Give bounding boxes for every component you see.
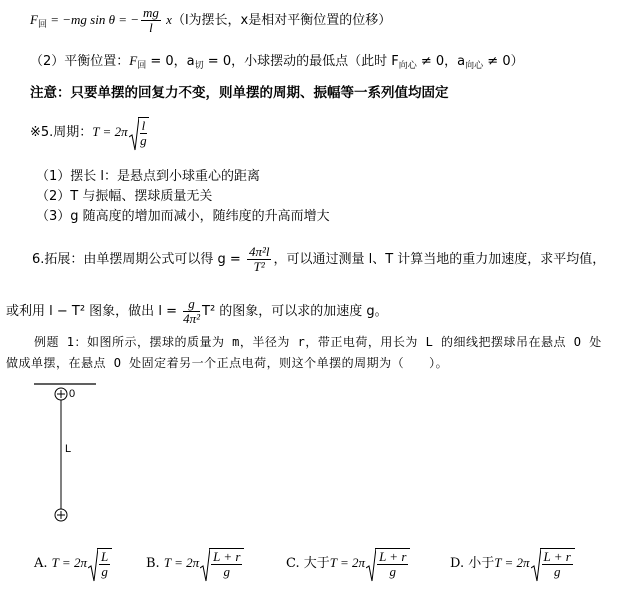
note-line: 注意：只要单摆的回复力不变，则单摆的周期、振幅等一系列值均固定 [30, 85, 449, 101]
pendulum-figure [30, 380, 110, 530]
graph-suffix: T² 的图象，可以求的加速度 g。 [202, 304, 388, 319]
equilibrium-F2-sub: 向心 [398, 61, 417, 71]
option-letter: B. [146, 556, 160, 571]
period-formula: T = 2π [92, 124, 128, 139]
list-item: （3）g 随高度的增加而减小，随纬度的升高而增大 [36, 209, 330, 224]
option-formula: T = 2π [494, 555, 530, 570]
example-line-2: 做成单摆，在悬点 O 处固定着另一个正点电荷，则这个单摆的周期为（ ）。 [6, 356, 449, 370]
graph-fraction: $\frac{g}{\text{4π²}}$ [183, 296, 201, 326]
length-label: L [65, 443, 72, 455]
equilibrium-text1: = 0，a [146, 54, 195, 69]
equilibrium-text4: ≠ 0） [483, 54, 524, 69]
option-formula: T = 2π [329, 555, 366, 570]
equilibrium-a2-sub: 向心 [465, 61, 484, 71]
force-subscript: 回 [37, 20, 47, 30]
option-letter: C. [286, 556, 300, 571]
option-formula: T = 2π [163, 555, 200, 570]
option-d[interactable]: D. 小于T = 2π $\frac{L + r}{g}$ [450, 548, 575, 579]
option-c[interactable]: C. 大于T = 2π $\frac{L + r}{g}$ [286, 548, 410, 579]
period-label: ※5.周期： [30, 125, 93, 140]
equilibrium-F-sub: 回 [137, 61, 147, 71]
equilibrium-F: F [129, 53, 138, 68]
equilibrium-text3: ≠ 0，a [416, 54, 466, 69]
formula-eq: = −mg sin θ = − [46, 12, 140, 27]
option-letter: A. [34, 556, 48, 571]
period-sqrt [129, 117, 150, 148]
force-symbol: F [30, 12, 38, 27]
extension-prefix: 6.拓展：由单摆周期公式可以得 g = [32, 252, 245, 267]
option-b[interactable]: B. T = 2π $\frac{L + r}{g}$ [146, 548, 244, 579]
option-letter: D. [450, 556, 465, 571]
option-formula: T = 2π [51, 555, 87, 570]
example-line-1: 例题 1：如图所示，摆球的质量为 m，半径为 r，带正电荷，用长为 L 的细线把摆球吊在悬点 O 处 [34, 335, 602, 349]
extension-suffix: ，可以通过测量 l、T 计算当地的重力加速度，求平均值， [273, 252, 606, 267]
period-num: l [141, 118, 146, 133]
x-symbol: x [162, 12, 172, 27]
mg-over-l-fraction: $\frac{mg}{l}$ [143, 5, 159, 35]
period-den: g [140, 133, 147, 148]
list-item: （2）T 与振幅、摆球质量无关 [36, 189, 213, 204]
option-a[interactable]: A. T = 2π $\frac{L}{g}$ [34, 548, 112, 579]
extension-line [32, 245, 605, 274]
equilibrium-line [30, 52, 524, 75]
graph-line [6, 297, 388, 326]
equilibrium-prefix: （2）平衡位置： [30, 54, 130, 69]
list-item: （1）摆长 l：是悬点到小球重心的距离 [36, 169, 261, 184]
pivot-label: 0 [69, 388, 76, 400]
restoring-force-formula [30, 6, 391, 35]
period-line [30, 117, 149, 148]
equilibrium-a-sub: 切 [194, 61, 204, 71]
graph-prefix: 或利用 l − T² 图象，做出 l = [6, 304, 182, 319]
formula-note: （l为摆长，x是相对平衡位置的位移） [171, 13, 392, 28]
extension-fraction: $\frac{\text{4π²l}}{\text{T²}}$ [248, 244, 270, 274]
equilibrium-text2: = 0，小球摆动的最低点（此时 F [203, 54, 399, 69]
